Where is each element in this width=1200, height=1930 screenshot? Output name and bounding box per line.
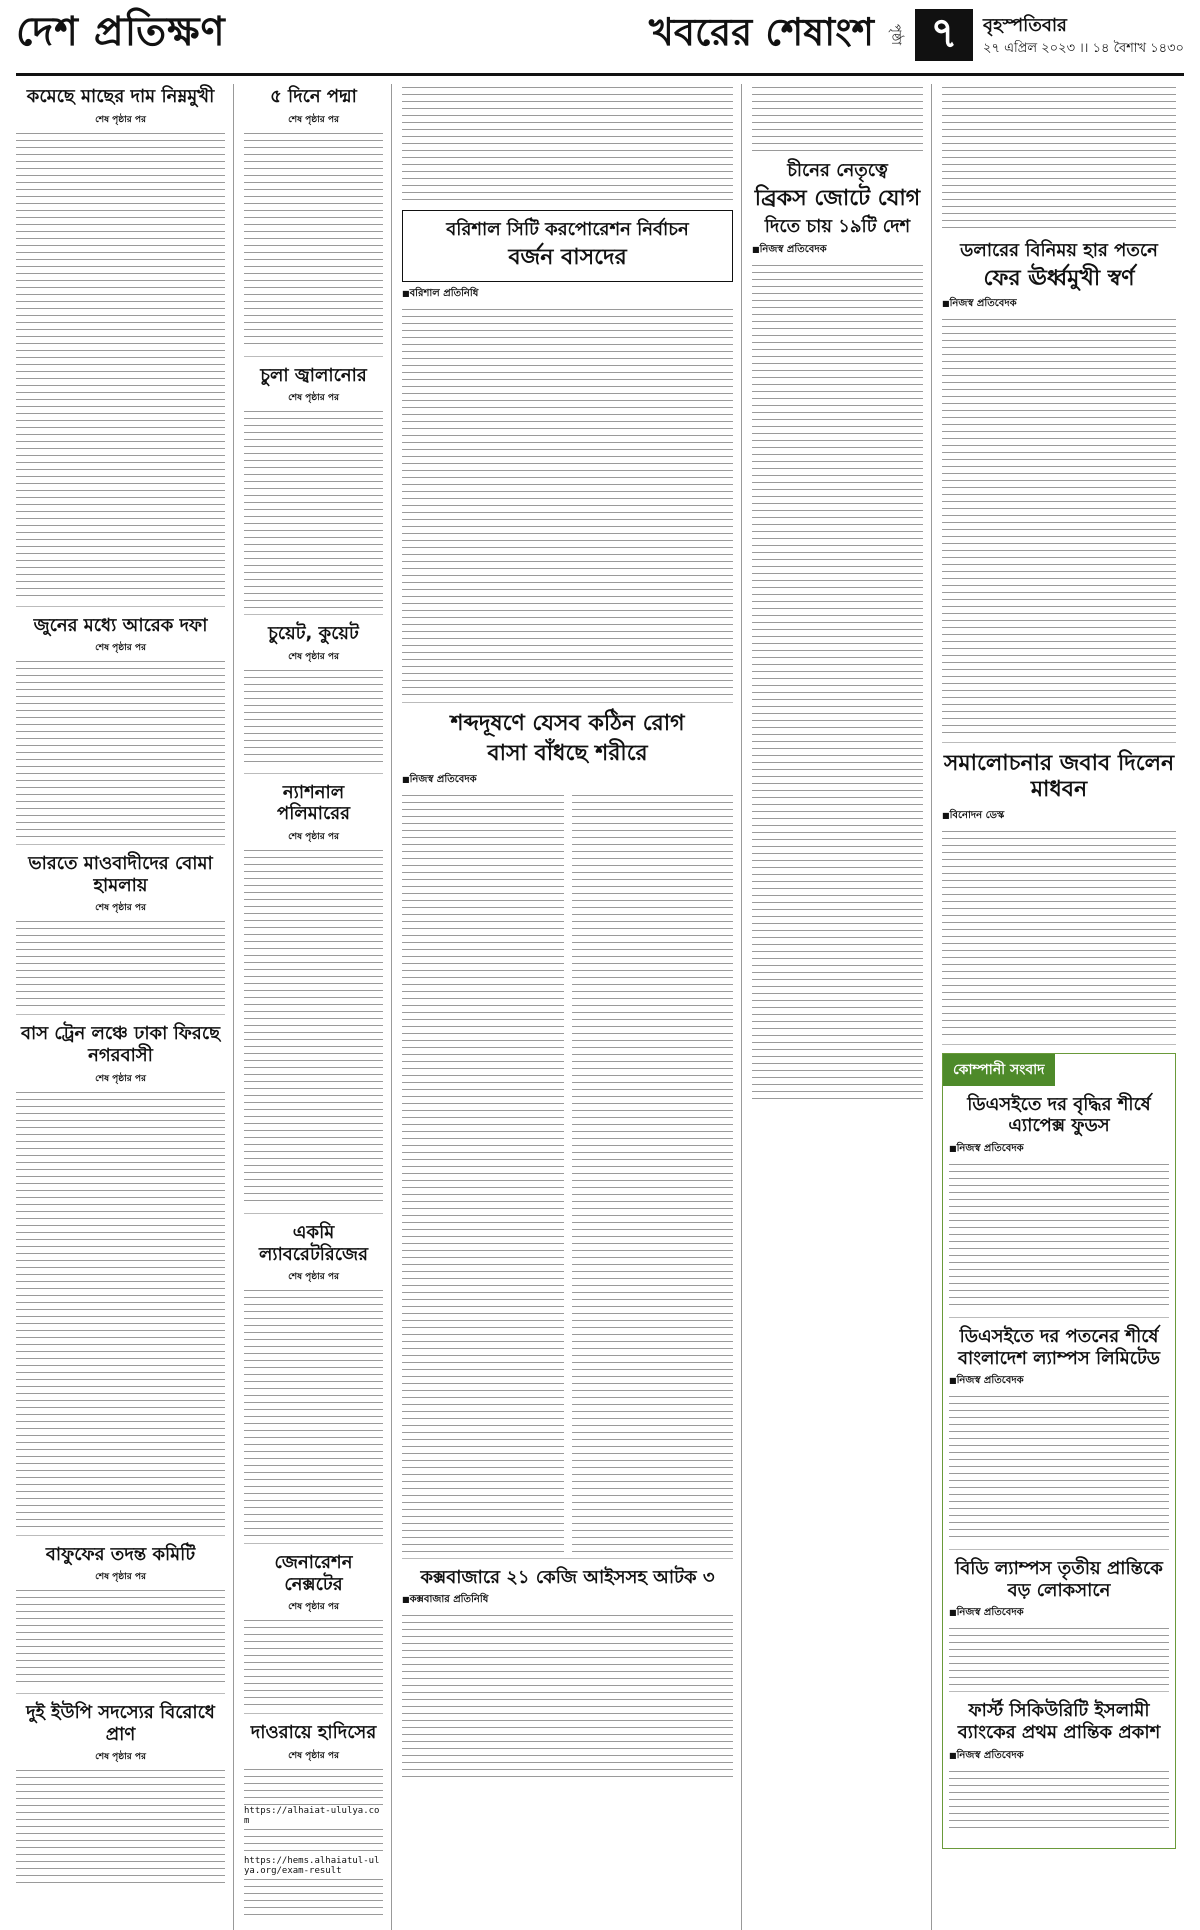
columns xyxy=(16,84,1184,1876)
continued-label: শেষ পৃষ্ঠার পর xyxy=(288,651,339,662)
headline: ফার্স্ট সিকিউরিটি ইসলামী ব্যাংকের প্রথম প্রান্তিক প্রকাশ xyxy=(957,1700,1161,1743)
headline: চীনের নেতৃত্বে xyxy=(787,160,888,181)
story-generation-next xyxy=(244,1552,383,1714)
body-text xyxy=(949,1625,1169,1685)
continued-label: শেষ পৃষ্ঠার পর xyxy=(95,1572,146,1583)
headline-sub: বাসা বাঁধছে শরীরে xyxy=(487,741,648,767)
body-text xyxy=(402,1612,733,1782)
result-url-1[interactable]: https://alhaiat-ululya.com xyxy=(244,1805,380,1826)
story-return-dhaka xyxy=(16,1023,225,1535)
story-coxsbazar-ice xyxy=(402,1567,733,1789)
body-text xyxy=(244,1287,383,1537)
body-text xyxy=(942,316,1176,736)
story-fsib-q1 xyxy=(949,1700,1169,1833)
body-text xyxy=(942,84,1176,234)
headline: বরিশাল সিটি করপোরেশন নির্বাচন xyxy=(446,219,689,240)
masthead xyxy=(16,7,1184,76)
body-text xyxy=(949,1768,1169,1828)
story-noise-pollution xyxy=(402,711,733,1559)
body-text xyxy=(949,1393,1169,1543)
logo-block xyxy=(16,0,226,67)
headline: জেনারেশন নেক্সটের xyxy=(274,1552,353,1595)
headline-sub: ফের ঊর্ধ্বমুখী স্বর্ণ xyxy=(983,265,1135,291)
issue-weekday: বৃহস্পতিবার xyxy=(983,14,1067,36)
byline: ■ বরিশাল প্রতিনিধি xyxy=(402,286,733,303)
byline: ■ নিজস্ব প্রতিবেদক xyxy=(942,296,1176,313)
continued-label: শেষ পৃষ্ঠার পর xyxy=(95,114,146,125)
body-text xyxy=(244,408,383,608)
body-text xyxy=(244,667,383,767)
byline: ■ নিজস্ব প্রতিবেদক xyxy=(949,1373,1169,1390)
body-text xyxy=(244,1766,383,1806)
byline: ■ নিজস্ব প্রতিবেদক xyxy=(752,242,923,259)
continued-label: শেষ পৃষ্ঠার পর xyxy=(288,831,339,842)
headline-sub-2: দিতে চায় ১৯টি দেশ xyxy=(764,215,911,237)
body-text xyxy=(949,1161,1169,1311)
continued-label: শেষ পৃষ্ঠার পর xyxy=(288,1750,339,1761)
continued-label: শেষ পৃষ্ঠার পর xyxy=(95,903,146,914)
headline-box xyxy=(402,210,733,282)
continued-label: শেষ পৃষ্ঠার পর xyxy=(95,1752,146,1763)
column-1 xyxy=(16,84,234,1930)
story-acme-lab xyxy=(244,1222,383,1544)
story-barishal-election xyxy=(402,210,733,703)
headline: ভারতে মাওবাদীদের বোমা হামলায় xyxy=(28,853,213,896)
headline-sub: বর্জন বাসদের xyxy=(508,244,627,270)
company-news-box xyxy=(942,1053,1176,1849)
story-bd-lamps-fall xyxy=(949,1326,1169,1550)
story-apex-foods xyxy=(949,1094,1169,1318)
two-column-body xyxy=(402,792,733,1552)
issue-date xyxy=(983,12,1184,59)
newspaper-logo: দেশ প্রতিক্ষণ xyxy=(16,8,226,55)
story-gold-price xyxy=(942,240,1176,743)
headline: বিডি ল্যাম্পস তৃতীয় প্রান্তিকে বড় লোকসানে xyxy=(955,1558,1163,1601)
headline: ডিএসইতে দর বৃদ্ধির শীর্ষে এ্যাপেক্স ফুডস xyxy=(967,1093,1151,1137)
issue-date-text: ২৭ এপ্রিল ২০২৩ ।। ১৪ বৈশাখ ১৪৩০ xyxy=(983,40,1184,56)
body-text xyxy=(402,84,733,204)
headline: ন্যাশনাল পলিমারের xyxy=(276,781,351,825)
continued-label: শেষ পৃষ্ঠার পর xyxy=(288,1272,339,1283)
body-text xyxy=(16,130,225,600)
byline: ■ নিজস্ব প্রতিবেদক xyxy=(402,772,733,789)
body-text xyxy=(16,1587,225,1687)
headline: সমালোচনার জবাব দিলেন মাধবন xyxy=(943,750,1175,803)
page-label: পৃষ্ঠা xyxy=(888,24,904,46)
headline: ডলারের বিনিময় হার পতনে xyxy=(960,240,1158,261)
story-maoist-bomb xyxy=(16,853,225,1015)
headline: একমি ল্যাবরেটরিজের xyxy=(258,1221,369,1265)
body-text xyxy=(244,1617,383,1707)
headline: চুলা জ্বালানোর xyxy=(260,364,367,386)
continued-label: শেষ পৃষ্ঠার পর xyxy=(95,643,146,654)
headline: কক্সবাজারে ২১ কেজি আইসসহ আটক ৩ xyxy=(420,1566,715,1588)
body-text xyxy=(16,918,225,1008)
continued-label: শেষ পৃষ্ঠার পর xyxy=(95,1073,146,1084)
body-text xyxy=(244,130,383,350)
headline-sub: ব্রিকস জোটে যোগ xyxy=(754,185,921,211)
story-national-polymer xyxy=(244,782,383,1214)
continued-label: শেষ পৃষ্ঠার পর xyxy=(288,393,339,404)
headline: জুনের মধ্যে আরেক দফা xyxy=(33,614,208,636)
body-text xyxy=(402,306,733,696)
page-header-right xyxy=(649,3,1184,67)
body-text xyxy=(16,1767,225,1887)
column-4 xyxy=(752,84,932,1930)
story-bafufe-committee xyxy=(16,1544,225,1695)
headline: বাফুফের তদন্ত কমিটি xyxy=(45,1543,196,1565)
continued-label: শেষ পৃষ্ঠার পর xyxy=(288,1602,339,1613)
company-news-tag: কোম্পানী সংবাদ xyxy=(943,1054,1055,1086)
column-2 xyxy=(244,84,392,1930)
body-text xyxy=(752,262,923,1102)
story-dawra-hadith xyxy=(244,1722,383,1922)
byline: ■ বিনোদন ডেস্ক xyxy=(942,808,1176,825)
body-text xyxy=(752,84,923,154)
story-fish-prices xyxy=(16,86,225,607)
headline: ৫ দিনে পদ্মা xyxy=(270,86,357,107)
body-text xyxy=(572,792,734,1552)
result-url-2[interactable]: https://hems.alhaiatul-ulya.org/exam-result xyxy=(244,1855,380,1876)
body-text xyxy=(16,658,225,838)
headline: ডিএসইতে দর পতনের শীর্ষে বাংলাদেশ ল্যাম্পস লিমিটেড xyxy=(957,1325,1161,1369)
byline: ■ কক্সবাজার প্রতিনিধি xyxy=(402,1592,733,1609)
story-up-members xyxy=(16,1702,225,1893)
headline: বাস ট্রেন লঞ্চে ঢাকা ফিরছে নগরবাসী xyxy=(21,1023,220,1066)
headline: দাওরায়ে হাদিসের xyxy=(250,1722,377,1744)
byline: ■ নিজস্ব প্রতিবেদক xyxy=(949,1141,1169,1158)
body-text xyxy=(16,1089,225,1529)
column-5 xyxy=(942,84,1184,1930)
story-madhavan xyxy=(942,751,1176,1045)
column-3 xyxy=(402,84,742,1930)
byline: ■ নিজস্ব প্রতিবেদক xyxy=(949,1605,1169,1622)
headline: শব্দদূষণে যেসব কঠিন রোগ xyxy=(450,710,685,736)
page-number: ৭ xyxy=(915,9,973,61)
story-padma xyxy=(244,86,383,357)
story-june-phase xyxy=(16,615,225,846)
story-brics xyxy=(752,160,923,1108)
company-news-content xyxy=(943,1086,1175,1848)
story-cuet-kuet xyxy=(244,623,383,774)
headline: কমেছে মাছের দাম নিম্নমুখী xyxy=(26,86,215,107)
continued-label: শেষ পৃষ্ঠার পর xyxy=(288,114,339,125)
headline: চুয়েট, কুয়েট xyxy=(268,623,359,645)
story-stove xyxy=(244,365,383,616)
section-title: খবরের শেষাংশ xyxy=(648,10,875,54)
body-text xyxy=(244,1826,383,1856)
headline: দুই ইউপি সদস্যের বিরোধে প্রাণ xyxy=(26,1702,215,1745)
body-text xyxy=(244,1876,383,1916)
body-text xyxy=(244,847,383,1207)
body-text xyxy=(402,792,564,1552)
body-text xyxy=(942,828,1176,1038)
byline: ■ নিজস্ব প্রতিবেদক xyxy=(949,1748,1169,1765)
story-bd-lamps-loss xyxy=(949,1558,1169,1692)
